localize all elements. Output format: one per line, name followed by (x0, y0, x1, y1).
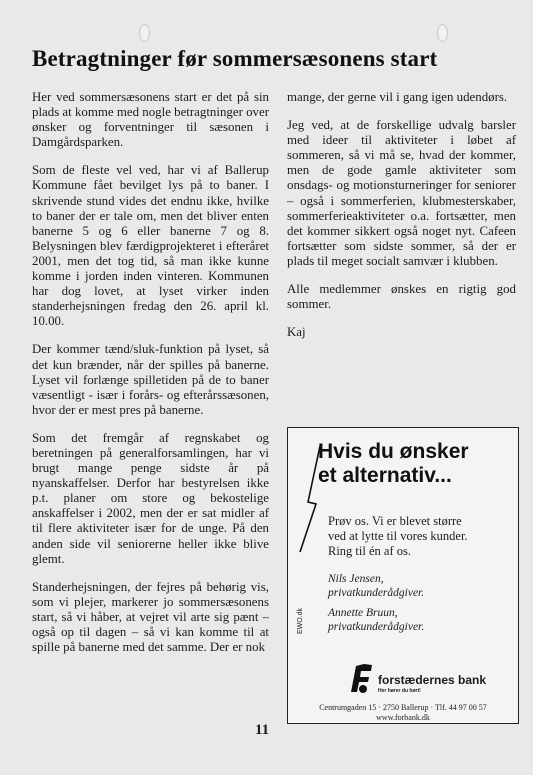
paragraph: Her ved sommersæsonens start er det på sin plads at komme med nogle betragtninger over ønsker og forventninger til sæsonen i Damgårdsparken. (32, 90, 269, 150)
bank-address-block (288, 703, 518, 723)
ad-headline-line2: et alternativ... (318, 464, 452, 487)
contact-name: Nils Jensen, (328, 573, 384, 585)
bank-advertisement (287, 427, 519, 724)
ad-body-line: Ring til én af os. (328, 544, 411, 558)
bank-tagline: Her hører du hørt! (378, 688, 421, 694)
ad-body-line: Prøv os. Vi er blevet større (328, 514, 462, 528)
paragraph: Som de fleste vel ved, har vi af Ballerup Kommune fået bevilget lys på to baner. I skrivende stund vides det endnu ikke, hvilke to baner der er tale om, men det bliver enten banerne 5 og 6 eller banerne 7 og 8. Belysningen blev færdigprojekteret i efteråret 2001, men det tog tid, så man ikke kunne komme i jorden inden vinteren. Kommunen har dog lovet, at lyset virker inden standerhejsningen fredag den 26. april kl. 10.00. (32, 163, 269, 329)
binder-hole-left (139, 24, 150, 42)
contact-title: privatkunderådgiver. (328, 621, 425, 633)
bank-logo-icon (344, 662, 374, 696)
article-column-right (287, 90, 516, 353)
ad-body-line: ved at lytte til vores kunder. (328, 529, 468, 543)
bank-name: forstædernes bank (378, 673, 487, 687)
contact-title: privatkunderådgiver. (328, 587, 425, 599)
paragraph: Jeg ved, at de forskellige udvalg barsler med ideer til aktiviteter i løbet af sommeren, så vi må se, hvad der kommer, men de gode gamle aktiviteter som onsdags- og motionsturneringer for seniorer – også i sommerferien, klubmesterskaber, sommerferieaktiviteter o.a. fortsætter, men det kommer sikkert også noget nyt. Cafeen fortsætter som sidste sommer, så der er plads til meget socialt samvær i klubben. (287, 118, 516, 268)
article-title: Betragtninger før sommersæsonens start (32, 46, 438, 71)
binder-hole-right (437, 24, 448, 42)
ad-contact-2 (328, 606, 424, 634)
paragraph: Som det fremgår af regnskabet og beretningen på generalforsamlingen, har vi brugt mange penge sidste år på nyanskaffelser. Derfor har bestyrelsen ikke p.t. planer om store og bekostelige anskaffelser i 2002, men der er sat midler af til flere aktiviteter især for de unge. På den anden side vil seniorerne heller ikke blive glemt. (32, 430, 269, 566)
paragraph: mange, der gerne vil i gang igen udendørs. (287, 90, 508, 104)
bank-website: www.forbank.dk (376, 713, 430, 722)
paragraph: Der kommer tænd/sluk-funktion på lyset, så det kun brænder, når der spilles på banerne. Lyset vil forlænge spilletiden på de to baner væsentligt - især i forårs- og efterårssæsonen, hvor der er mest pres på banerne. (32, 342, 269, 417)
ad-headline (318, 440, 469, 488)
bank-address: Centrumgaden 15 · 2750 Ballerup · Tlf. 44 97 00 57 (319, 703, 487, 712)
agency-code: EWO.dk (297, 607, 304, 634)
page-number: 11 (255, 722, 270, 738)
ad-headline-line1: Hvis du ønsker (318, 440, 469, 463)
ad-contact-1 (328, 572, 424, 600)
paragraph: Alle medlemmer ønskes en rigtig god sommer. (287, 282, 516, 312)
contact-name: Annette Bruun, (328, 607, 398, 619)
signature: Kaj (287, 325, 306, 340)
article-column-left (32, 90, 269, 668)
paragraph: Standerhejsningen, der fejres på behørig vis, som vi plejer, markerer jo sommersæsonens start, så vi håber, at vejret vil arte sig pænt – også op til dagen – så vi kan komme til at spille på banerne med det samme. Der er nok (32, 579, 269, 655)
ad-body-text (328, 514, 468, 559)
